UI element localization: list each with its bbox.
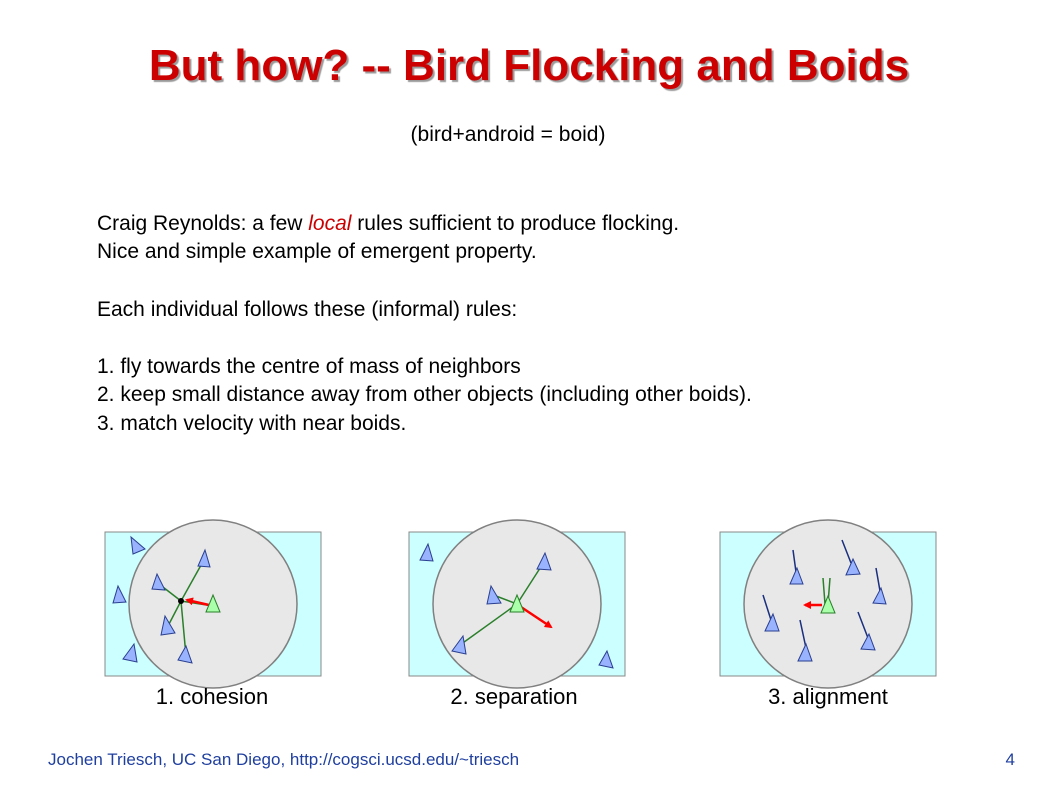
intro-line-1-end: rules sufficient to produce flocking. xyxy=(351,212,680,235)
caption-alignment: 3. alignment xyxy=(768,684,888,709)
center-of-mass-dot xyxy=(178,598,184,604)
intro-line-2: Nice and simple example of emergent property. xyxy=(97,240,537,264)
slide-subtitle: (bird+android = boid) xyxy=(410,123,606,146)
local-highlight: local xyxy=(308,212,352,235)
alignment-diagram xyxy=(720,520,936,688)
intro-line-1-start: Craig Reynolds: a few xyxy=(97,212,309,235)
rule-3: 3. match velocity with near boids. xyxy=(97,411,407,435)
separation-diagram xyxy=(409,520,625,688)
page-number: 4 xyxy=(1005,750,1015,769)
rule-2: 2. keep small distance away from other objects (including other boids). xyxy=(97,383,752,407)
slide-title: But how? -- Bird Flocking and Boids xyxy=(148,41,910,90)
cohesion-diagram xyxy=(105,520,321,688)
caption-cohesion: 1. cohesion xyxy=(155,684,269,709)
rules-heading: Each individual follows these (informal) rules: xyxy=(97,297,518,321)
caption-separation: 2. separation xyxy=(450,684,578,709)
footer-credit: Jochen Triesch, UC San Diego, http://cogsci.ucsd.edu/~triesch xyxy=(48,750,520,769)
rule-1: 1. fly towards the centre of mass of neighbors xyxy=(97,355,521,379)
